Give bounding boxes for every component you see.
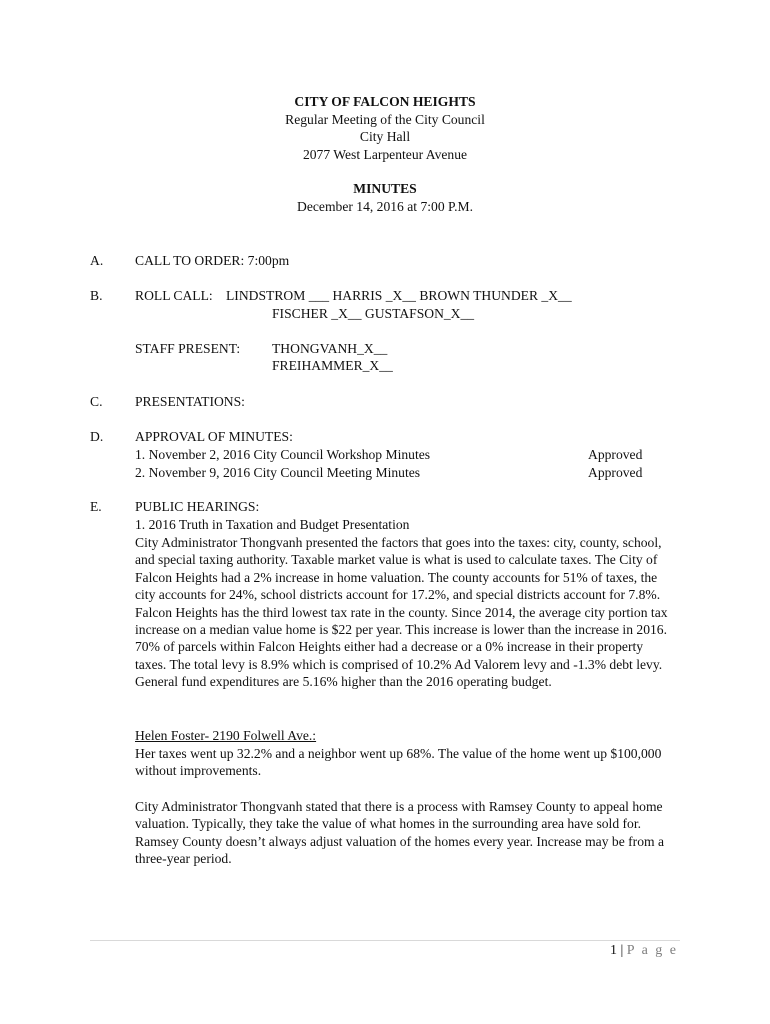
section-letter-c: C. bbox=[90, 394, 103, 409]
meeting-address: 2077 West Larpenteur Avenue bbox=[302, 147, 468, 162]
section-letter-b: B. bbox=[90, 288, 103, 303]
doc-type-heading: MINUTES bbox=[353, 181, 417, 196]
presentation-summary: City Administrator Thongvanh presented the factors that goes into the taxes: city, county, school, and special taxing authority. Taxable market value is what is used to calculate taxes. The City of Falcon Heights had a 2% increase in home valuation. The county accounts for 51% of taxes, the city accounts for 24%, school districts account for 17.2%, and special districts account for 7.8%. Falcon Heights has the third lowest tax rate in the county. Since 2014, the average city portion tax increase on a median value home is $22 per year. This increase is lower than the increase in 2016. 70% of parcels within Falcon Heights either had a decrease or a 0% increase in their property taxes. The total levy is 8.9% which is comprised of 10.2% Ad Valorem levy and -1.3% debt levy. General fund expenditures are 5.16% higher than the 2016 operating budget. bbox=[135, 535, 668, 690]
minutes-item-1-status: Approved bbox=[588, 447, 643, 462]
minutes-item-2-status: Approved bbox=[588, 465, 643, 480]
speaker-comment: Her taxes went up 32.2% and a neighbor went up 68%. The value of the home went up $100,000 without improvements. bbox=[135, 746, 662, 779]
staff-line-2: FREIHAMMER_X__ bbox=[272, 358, 393, 373]
roll-call-label: ROLL CALL: bbox=[135, 288, 213, 303]
administrator-response: City Administrator Thongvanh stated that there is a process with Ramsey County to appeal home valuation. Typically, they take the value of what homes in the surrounding area have sold for. Ramsey County doesn’t always adjust valuation of the homes every year. Increase may be from a three-year period. bbox=[135, 799, 664, 867]
meeting-location: City Hall bbox=[359, 129, 411, 144]
approval-heading: APPROVAL OF MINUTES: bbox=[135, 429, 293, 444]
roll-call-line-2: FISCHER _X__ GUSTAFSON_X__ bbox=[272, 306, 475, 321]
section-letter-d: D. bbox=[90, 429, 104, 444]
footer-divider bbox=[90, 940, 680, 941]
meeting-date: December 14, 2016 at 7:00 P.M. bbox=[297, 199, 473, 214]
minutes-item-2: 2. November 9, 2016 City Council Meeting Minutes bbox=[135, 465, 421, 480]
staff-line-1: THONGVANH_X__ bbox=[272, 341, 388, 356]
section-letter-e: E. bbox=[90, 499, 102, 514]
speaker-name: Helen Foster- 2190 Folwell Ave.: bbox=[135, 728, 317, 743]
meeting-title: Regular Meeting of the City Council bbox=[285, 112, 485, 127]
page-label: P a g e bbox=[626, 943, 678, 958]
roll-call-line-1: LINDSTROM ___ HARRIS _X__ BROWN THUNDER _X__ bbox=[226, 288, 572, 303]
call-to-order: CALL TO ORDER: 7:00pm bbox=[135, 253, 290, 268]
public-hearings-heading: PUBLIC HEARINGS: bbox=[135, 499, 260, 514]
presentations-heading: PRESENTATIONS: bbox=[135, 394, 245, 409]
hearing-item-1: 1. 2016 Truth in Taxation and Budget Presentation bbox=[135, 517, 410, 532]
staff-present-label: STAFF PRESENT: bbox=[135, 341, 241, 356]
city-title: CITY OF FALCON HEIGHTS bbox=[294, 94, 476, 109]
page-number: 1 bbox=[609, 943, 617, 958]
page-footer bbox=[610, 942, 678, 960]
page-separator: | bbox=[620, 943, 624, 958]
minutes-item-1: 1. November 2, 2016 City Council Workshop Minutes bbox=[135, 447, 431, 462]
section-letter-a: A. bbox=[90, 253, 104, 268]
